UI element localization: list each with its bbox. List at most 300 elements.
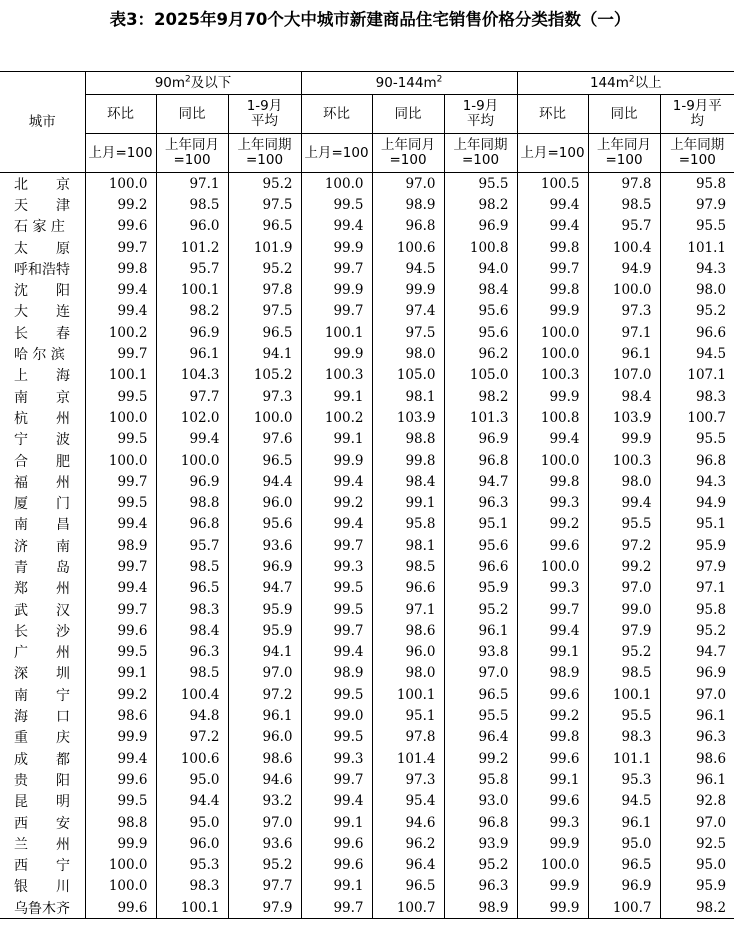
city-name: 厦 门 — [14, 496, 70, 513]
index-value: 100.0 — [85, 407, 156, 428]
index-value: 96.1 — [228, 705, 301, 726]
index-value: 94.7 — [660, 642, 734, 663]
index-value: 96.5 — [372, 876, 444, 897]
index-value: 98.4 — [444, 279, 517, 300]
metric-header: 1-9月平均 — [444, 95, 517, 134]
table-row — [0, 173, 734, 195]
table-title: 表3：2025年9月70个大中城市新建商品住宅销售价格分类指数（一） — [109, 10, 631, 29]
table-row — [0, 237, 734, 258]
index-value: 94.3 — [660, 471, 734, 492]
city-name: 海 口 — [14, 709, 70, 726]
index-value: 99.6 — [517, 535, 588, 556]
table-row — [0, 812, 734, 833]
index-value: 98.0 — [588, 471, 660, 492]
index-value: 97.9 — [660, 556, 734, 577]
index-value: 96.9 — [156, 322, 228, 343]
index-value: 96.8 — [156, 514, 228, 535]
city-name: 深 圳 — [14, 666, 70, 683]
index-value: 97.0 — [588, 578, 660, 599]
base-header-row — [0, 134, 734, 173]
index-value: 95.1 — [660, 514, 734, 535]
index-value: 95.8 — [660, 599, 734, 620]
table-row — [0, 450, 734, 471]
index-value: 97.9 — [588, 620, 660, 641]
index-value: 99.9 — [301, 279, 372, 300]
index-value: 96.6 — [444, 556, 517, 577]
index-value: 96.1 — [660, 705, 734, 726]
city-name: 南 京 — [14, 389, 70, 406]
index-value: 97.1 — [660, 578, 734, 599]
index-value: 99.4 — [517, 216, 588, 237]
index-value: 100.7 — [660, 407, 734, 428]
city-name: 合 肥 — [14, 453, 70, 470]
index-value: 99.2 — [588, 556, 660, 577]
index-value: 99.5 — [301, 599, 372, 620]
index-value: 99.1 — [517, 769, 588, 790]
index-value: 105.0 — [444, 365, 517, 386]
index-value: 100.2 — [301, 407, 372, 428]
index-value: 99.9 — [517, 833, 588, 854]
index-value: 97.3 — [588, 301, 660, 322]
index-value: 95.1 — [372, 705, 444, 726]
city-name: 济 南 — [14, 538, 70, 555]
index-value: 99.5 — [85, 386, 156, 407]
city-name: 武 汉 — [14, 602, 70, 619]
index-value: 96.1 — [588, 343, 660, 364]
index-value: 95.3 — [588, 769, 660, 790]
city-name: 长 沙 — [14, 623, 70, 640]
index-value: 97.4 — [372, 301, 444, 322]
index-value: 95.6 — [444, 301, 517, 322]
index-value: 99.8 — [85, 258, 156, 279]
index-value: 99.7 — [85, 471, 156, 492]
index-value: 94.4 — [228, 471, 301, 492]
table-row — [0, 705, 734, 726]
index-value: 99.8 — [517, 727, 588, 748]
index-value: 98.5 — [156, 194, 228, 215]
index-value: 101.1 — [588, 748, 660, 769]
index-value: 95.5 — [660, 216, 734, 237]
price-index-table — [0, 71, 734, 919]
index-value: 97.3 — [228, 386, 301, 407]
index-value: 98.2 — [156, 301, 228, 322]
index-value: 98.3 — [156, 599, 228, 620]
index-value: 99.5 — [301, 578, 372, 599]
city-name: 成 都 — [14, 751, 70, 768]
index-value: 95.5 — [444, 173, 517, 195]
index-value: 95.7 — [588, 216, 660, 237]
index-value: 96.1 — [588, 812, 660, 833]
metric-header: 环比 — [517, 95, 588, 134]
index-value: 99.7 — [301, 769, 372, 790]
index-value: 99.9 — [517, 386, 588, 407]
index-value: 99.5 — [301, 684, 372, 705]
index-value: 97.9 — [228, 897, 301, 919]
index-value: 100.1 — [372, 684, 444, 705]
city-name: 宁 波 — [14, 432, 70, 449]
index-value: 99.8 — [517, 279, 588, 300]
index-value: 98.1 — [372, 535, 444, 556]
city-name: 广 州 — [14, 645, 70, 662]
city-name: 北 京 — [14, 176, 70, 193]
index-value: 96.8 — [444, 812, 517, 833]
index-value: 94.8 — [156, 705, 228, 726]
index-value: 96.5 — [156, 578, 228, 599]
index-value: 95.9 — [444, 578, 517, 599]
index-value: 93.9 — [444, 833, 517, 854]
index-value: 94.9 — [588, 258, 660, 279]
index-value: 96.8 — [444, 450, 517, 471]
index-value: 104.3 — [156, 365, 228, 386]
index-value: 101.4 — [372, 748, 444, 769]
base-header: 上月=100 — [85, 134, 156, 173]
index-value: 99.6 — [517, 791, 588, 812]
index-value: 100.1 — [156, 279, 228, 300]
index-value: 99.5 — [85, 492, 156, 513]
table-row — [0, 769, 734, 790]
index-value: 99.7 — [301, 301, 372, 322]
index-value: 100.5 — [517, 173, 588, 195]
index-value: 98.6 — [85, 705, 156, 726]
index-value: 96.6 — [372, 578, 444, 599]
index-value: 94.0 — [444, 258, 517, 279]
index-value: 95.2 — [588, 642, 660, 663]
index-value: 96.8 — [660, 450, 734, 471]
table-row — [0, 833, 734, 854]
index-value: 95.0 — [156, 769, 228, 790]
index-value: 98.9 — [517, 663, 588, 684]
city-name: 福 州 — [14, 474, 70, 491]
index-value: 100.3 — [301, 365, 372, 386]
index-value: 100.8 — [517, 407, 588, 428]
table-row — [0, 471, 734, 492]
index-value: 98.5 — [156, 663, 228, 684]
index-value: 99.1 — [301, 429, 372, 450]
index-value: 99.7 — [85, 343, 156, 364]
index-value: 101.3 — [444, 407, 517, 428]
index-value: 99.9 — [301, 343, 372, 364]
index-value: 96.0 — [372, 642, 444, 663]
table-row — [0, 386, 734, 407]
index-value: 94.4 — [156, 791, 228, 812]
index-value: 99.7 — [85, 599, 156, 620]
table-row — [0, 535, 734, 556]
index-value: 103.9 — [588, 407, 660, 428]
index-value: 99.8 — [517, 471, 588, 492]
index-value: 98.4 — [588, 386, 660, 407]
index-value: 92.5 — [660, 833, 734, 854]
index-value: 95.9 — [228, 599, 301, 620]
index-value: 94.5 — [372, 258, 444, 279]
index-value: 97.5 — [228, 194, 301, 215]
index-value: 99.7 — [301, 620, 372, 641]
index-value: 99.9 — [85, 833, 156, 854]
index-value: 107.0 — [588, 365, 660, 386]
index-value: 99.4 — [85, 748, 156, 769]
index-value: 99.9 — [301, 450, 372, 471]
table-row — [0, 258, 734, 279]
city-name: 哈 尔 滨 — [14, 347, 65, 364]
index-value: 99.7 — [301, 258, 372, 279]
index-value: 99.4 — [301, 216, 372, 237]
index-value: 97.1 — [372, 599, 444, 620]
index-value: 97.0 — [372, 173, 444, 195]
index-value: 97.0 — [660, 812, 734, 833]
table-row — [0, 279, 734, 300]
table-row — [0, 663, 734, 684]
index-value: 100.4 — [156, 684, 228, 705]
index-value: 97.1 — [156, 173, 228, 195]
index-value: 100.0 — [301, 173, 372, 195]
index-value: 99.1 — [301, 876, 372, 897]
index-value: 99.2 — [85, 684, 156, 705]
table-body — [0, 173, 734, 919]
index-value: 95.2 — [228, 855, 301, 876]
table-row — [0, 684, 734, 705]
metric-header: 同比 — [372, 95, 444, 134]
base-header: 上月=100 — [517, 134, 588, 173]
index-value: 94.7 — [444, 471, 517, 492]
index-value: 95.4 — [372, 791, 444, 812]
metric-header-row — [0, 95, 734, 134]
index-value: 98.4 — [372, 471, 444, 492]
index-value: 99.4 — [85, 279, 156, 300]
index-value: 99.9 — [85, 727, 156, 748]
city-name: 长 春 — [14, 325, 70, 342]
metric-header: 环比 — [85, 95, 156, 134]
table-row — [0, 897, 734, 919]
city-name: 重 庆 — [14, 730, 70, 747]
index-value: 95.2 — [444, 599, 517, 620]
index-value: 97.2 — [588, 535, 660, 556]
index-value: 96.9 — [660, 663, 734, 684]
index-value: 97.0 — [228, 663, 301, 684]
index-value: 96.3 — [444, 876, 517, 897]
index-value: 100.7 — [588, 897, 660, 919]
index-value: 100.7 — [372, 897, 444, 919]
base-header: 上年同月=100 — [588, 134, 660, 173]
index-value: 95.7 — [156, 535, 228, 556]
index-value: 97.8 — [372, 727, 444, 748]
index-value: 99.1 — [372, 492, 444, 513]
index-value: 99.9 — [301, 237, 372, 258]
index-value: 94.6 — [228, 769, 301, 790]
index-value: 97.6 — [228, 429, 301, 450]
index-value: 99.5 — [301, 727, 372, 748]
index-value: 95.5 — [588, 514, 660, 535]
group-header-medium: $90-144m^2$ — [301, 72, 517, 95]
index-value: 96.1 — [660, 769, 734, 790]
index-value: 95.9 — [660, 876, 734, 897]
index-value: 96.4 — [372, 855, 444, 876]
index-value: 96.0 — [228, 492, 301, 513]
index-value: 98.9 — [85, 535, 156, 556]
index-value: 107.1 — [660, 365, 734, 386]
index-value: 98.0 — [372, 663, 444, 684]
index-value: 99.6 — [301, 833, 372, 854]
index-value: 99.8 — [517, 237, 588, 258]
index-value: 93.8 — [444, 642, 517, 663]
index-value: 98.1 — [372, 386, 444, 407]
index-value: 99.4 — [301, 514, 372, 535]
index-value: 95.0 — [660, 855, 734, 876]
table-row — [0, 194, 734, 215]
index-value: 99.5 — [85, 791, 156, 812]
metric-header: 同比 — [588, 95, 660, 134]
table-row — [0, 322, 734, 343]
metric-header: 1-9月平均 — [660, 95, 734, 134]
index-value: 101.2 — [156, 237, 228, 258]
index-value: 99.9 — [588, 429, 660, 450]
index-value: 95.2 — [444, 855, 517, 876]
table-row — [0, 727, 734, 748]
index-value: 95.9 — [228, 620, 301, 641]
index-value: 99.9 — [517, 301, 588, 322]
index-value: 99.2 — [517, 705, 588, 726]
metric-header: 同比 — [156, 95, 228, 134]
index-value: 95.0 — [588, 833, 660, 854]
index-value: 100.0 — [228, 407, 301, 428]
group-header-small: $90m^2$及以下 — [85, 72, 301, 95]
index-value: 105.2 — [228, 365, 301, 386]
index-value: 99.2 — [517, 514, 588, 535]
index-value: 96.3 — [444, 492, 517, 513]
table-row — [0, 407, 734, 428]
index-value: 100.0 — [517, 556, 588, 577]
index-value: 96.0 — [228, 727, 301, 748]
index-value: 98.3 — [156, 876, 228, 897]
index-value: 99.7 — [85, 556, 156, 577]
index-value: 98.9 — [444, 897, 517, 919]
index-value: 95.5 — [444, 705, 517, 726]
index-value: 99.7 — [301, 897, 372, 919]
index-value: 105.0 — [372, 365, 444, 386]
index-value: 99.4 — [85, 514, 156, 535]
table-row — [0, 642, 734, 663]
index-value: 101.1 — [660, 237, 734, 258]
index-value: 94.5 — [588, 791, 660, 812]
index-value: 98.6 — [660, 748, 734, 769]
index-value: 99.3 — [517, 812, 588, 833]
index-value: 93.0 — [444, 791, 517, 812]
index-value: 95.2 — [660, 620, 734, 641]
index-value: 100.4 — [588, 237, 660, 258]
city-name: 青 岛 — [14, 559, 70, 576]
index-value: 101.9 — [228, 237, 301, 258]
city-name: 上 海 — [14, 368, 70, 385]
index-value: 94.5 — [660, 343, 734, 364]
index-value: 96.9 — [156, 471, 228, 492]
index-value: 96.5 — [444, 684, 517, 705]
city-name: 兰 州 — [14, 836, 70, 853]
index-value: 100.0 — [517, 855, 588, 876]
index-value: 95.6 — [444, 535, 517, 556]
index-value: 97.8 — [228, 279, 301, 300]
index-value: 97.1 — [588, 322, 660, 343]
index-value: 96.3 — [660, 727, 734, 748]
index-value: 93.6 — [228, 833, 301, 854]
index-value: 99.6 — [85, 897, 156, 919]
city-name: 昆 明 — [14, 794, 70, 811]
index-value: 100.0 — [85, 173, 156, 195]
index-value: 100.1 — [588, 684, 660, 705]
index-value: 99.1 — [301, 812, 372, 833]
index-value: 95.5 — [660, 429, 734, 450]
city-name: 天 津 — [14, 197, 70, 214]
index-value: 99.9 — [372, 279, 444, 300]
index-value: 100.0 — [517, 450, 588, 471]
index-value: 96.8 — [372, 216, 444, 237]
index-value: 95.8 — [660, 173, 734, 195]
index-value: 98.8 — [372, 429, 444, 450]
table-row — [0, 429, 734, 450]
index-value: 95.2 — [660, 301, 734, 322]
index-value: 99.5 — [85, 429, 156, 450]
index-value: 103.9 — [372, 407, 444, 428]
index-value: 95.6 — [228, 514, 301, 535]
index-value: 98.2 — [444, 386, 517, 407]
base-header: 上年同期=100 — [444, 134, 517, 173]
index-value: 99.6 — [517, 684, 588, 705]
index-value: 99.9 — [517, 876, 588, 897]
index-value: 96.2 — [444, 343, 517, 364]
index-value: 98.3 — [660, 386, 734, 407]
index-value: 99.6 — [85, 216, 156, 237]
index-value: 98.5 — [588, 663, 660, 684]
index-value: 100.0 — [517, 343, 588, 364]
index-value: 96.0 — [156, 833, 228, 854]
index-value: 99.4 — [301, 642, 372, 663]
index-value: 99.4 — [301, 791, 372, 812]
index-value: 98.9 — [301, 663, 372, 684]
table-row — [0, 876, 734, 897]
index-value: 100.0 — [85, 876, 156, 897]
base-header: 上年同月=100 — [372, 134, 444, 173]
index-value: 98.5 — [156, 556, 228, 577]
index-value: 96.1 — [156, 343, 228, 364]
city-name: 西 安 — [14, 815, 70, 832]
index-value: 100.6 — [372, 237, 444, 258]
index-value: 97.8 — [588, 173, 660, 195]
index-value: 99.3 — [517, 578, 588, 599]
index-value: 99.4 — [301, 471, 372, 492]
city-name: 太 原 — [14, 240, 70, 257]
index-value: 95.1 — [444, 514, 517, 535]
index-value: 99.6 — [301, 855, 372, 876]
index-value: 99.7 — [301, 535, 372, 556]
index-value: 95.6 — [444, 322, 517, 343]
index-value: 96.5 — [588, 855, 660, 876]
index-value: 97.0 — [228, 812, 301, 833]
index-value: 98.5 — [372, 556, 444, 577]
base-header: 上年同期=100 — [228, 134, 301, 173]
index-value: 94.9 — [660, 492, 734, 513]
index-value: 95.8 — [372, 514, 444, 535]
index-value: 99.3 — [517, 492, 588, 513]
index-value: 94.1 — [228, 642, 301, 663]
index-value: 96.3 — [156, 642, 228, 663]
index-value: 97.3 — [372, 769, 444, 790]
index-value: 97.9 — [660, 194, 734, 215]
index-value: 95.7 — [156, 258, 228, 279]
table-row — [0, 514, 734, 535]
index-value: 99.0 — [588, 599, 660, 620]
index-value: 99.7 — [85, 237, 156, 258]
index-value: 98.0 — [372, 343, 444, 364]
index-value: 98.6 — [372, 620, 444, 641]
index-value: 99.7 — [517, 258, 588, 279]
group-header-large: $144m^2$以上 — [517, 72, 734, 95]
